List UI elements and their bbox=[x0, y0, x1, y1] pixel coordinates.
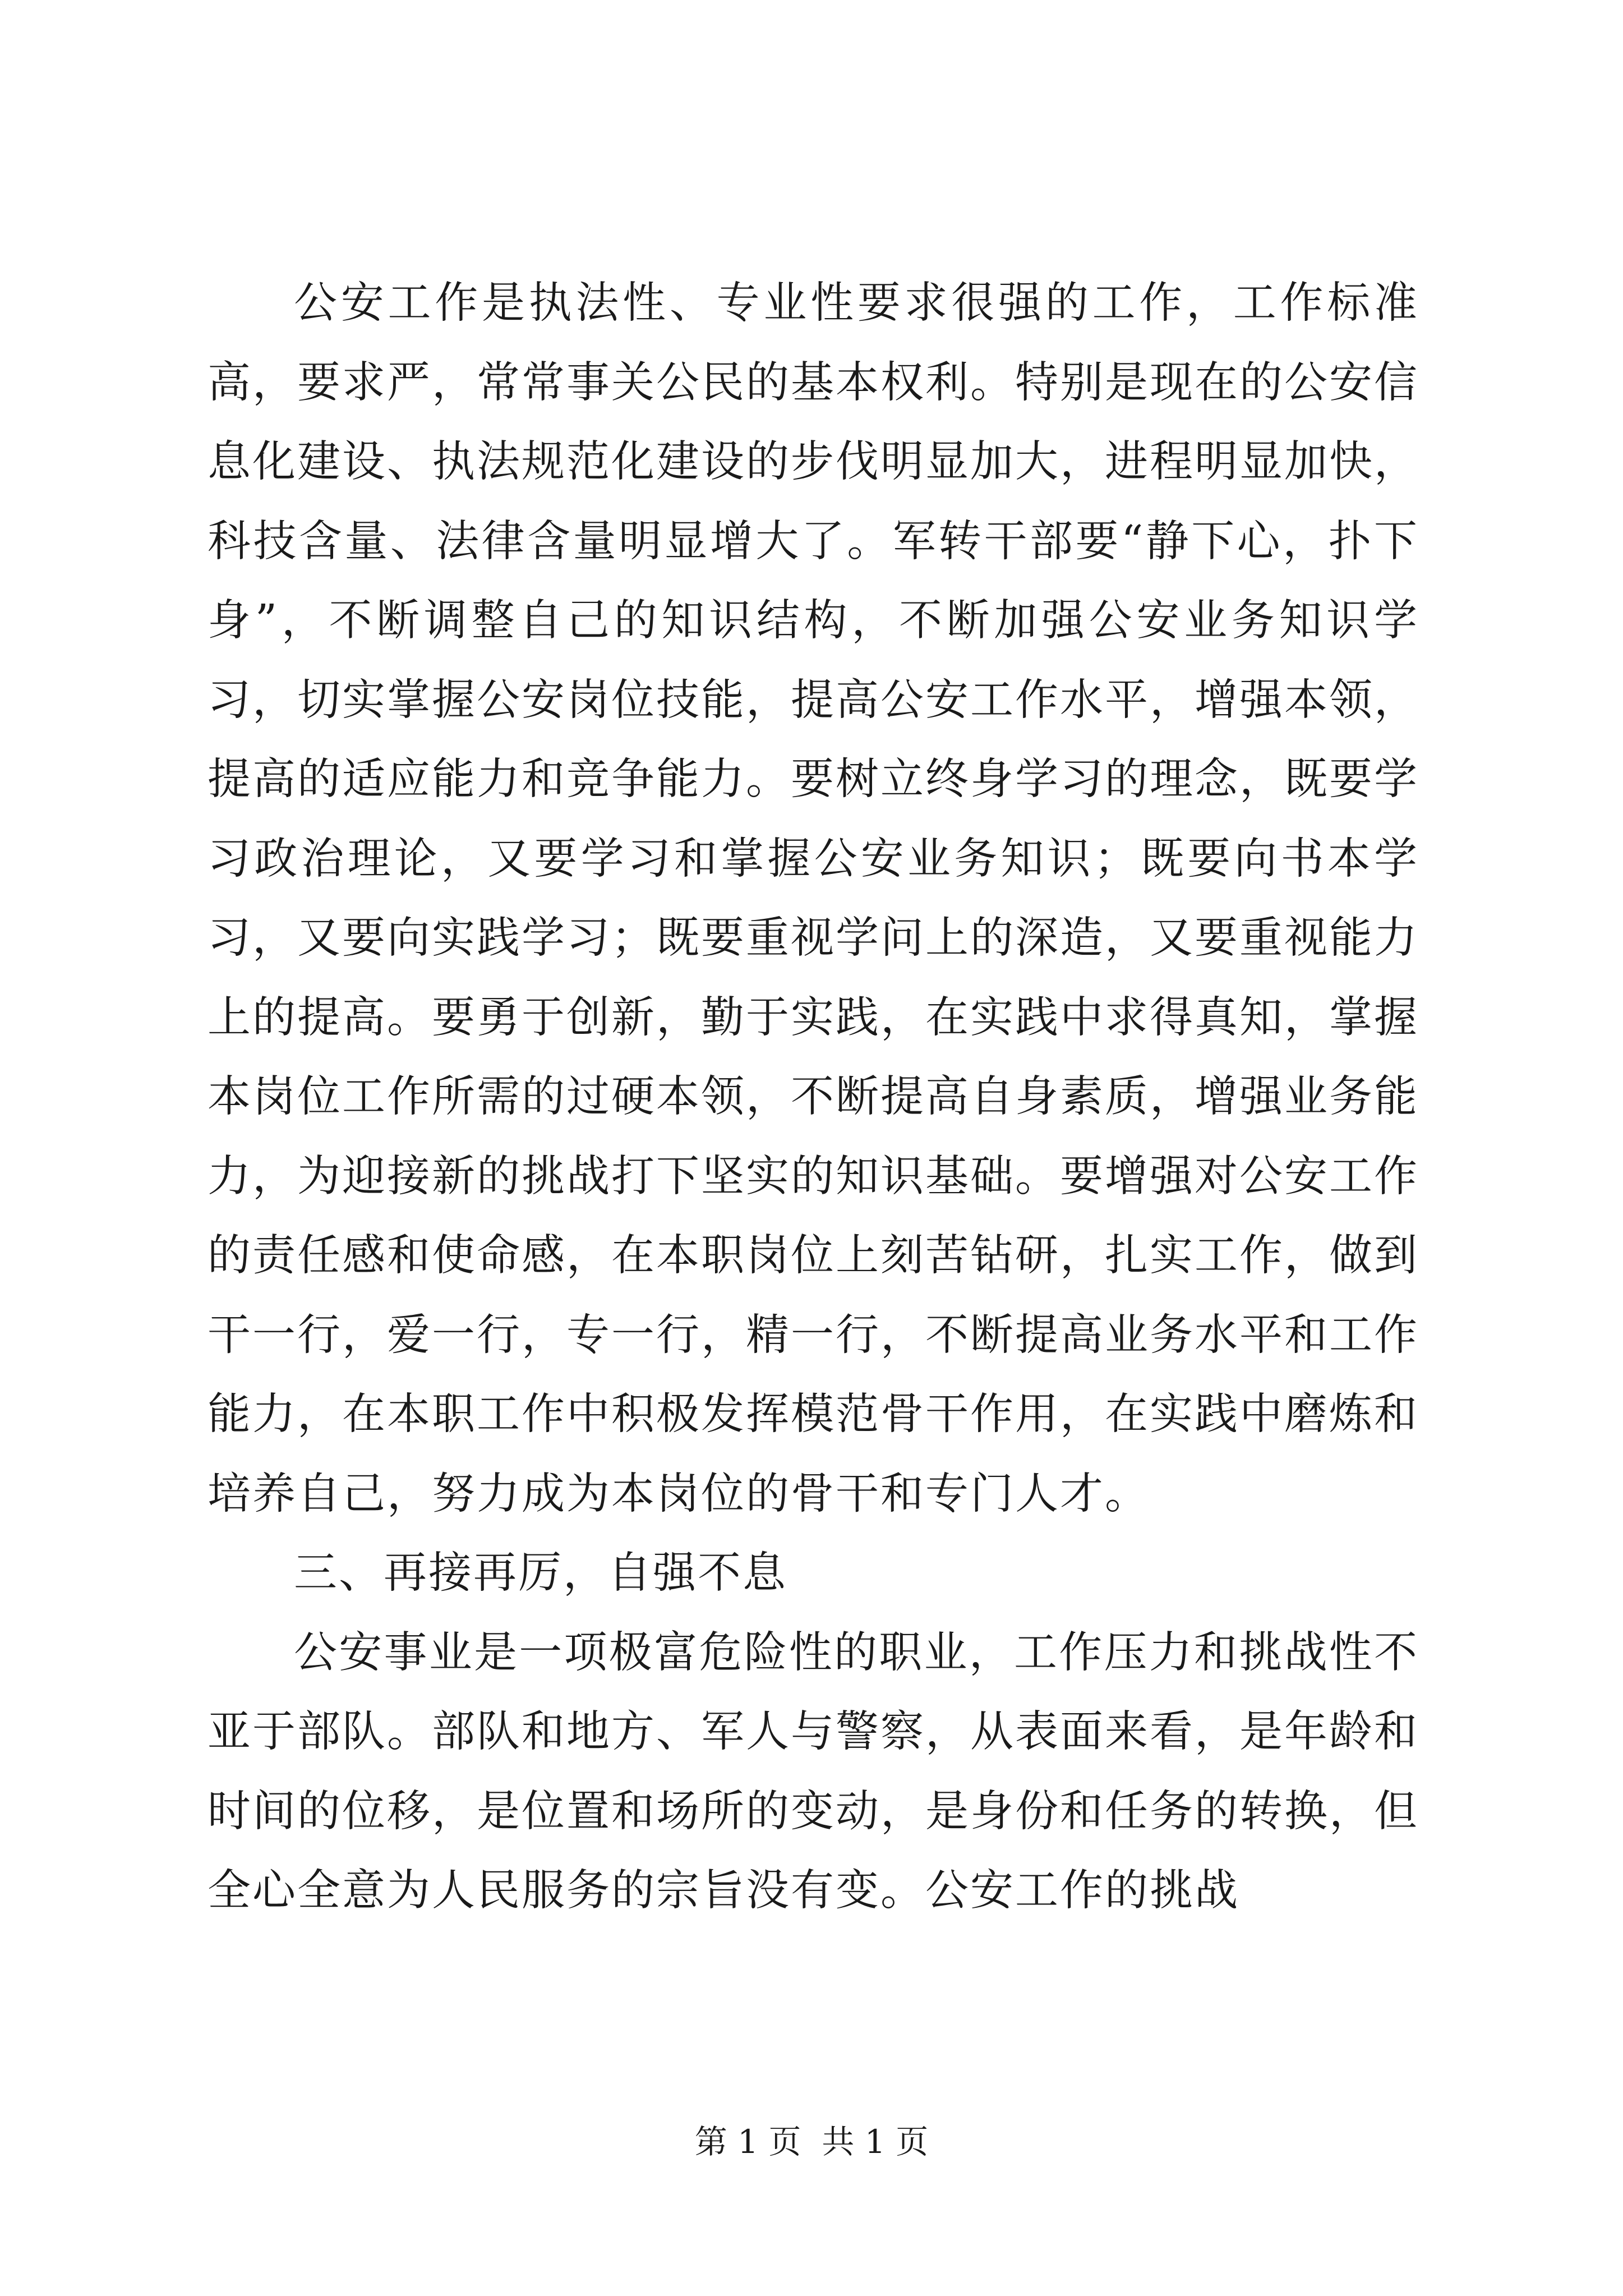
paragraph-body-1: 公安工作是执法性、专业性要求很强的工作，工作标准高，要求严，常常事关公民的基本权利。特别是现在的公安信息化建设、执法规范化建设的步伐明显加大，进程明显加快，科技含量、法律含量明显增大了。军转干部要“静下心，扑下身”，不断调整自己的知识结构，不断加强公安业务知识学习，切实掌握公安岗位技能，提高公安工作水平，增强本领，提高的适应能力和竞争能力。要树立终身学习的理念，既要学习政治理论，又要学习和掌握公安业务知识；既要向书本学习，又要向实践学习；既要重视学问上的深造，又要重视能力上的提高。要勇于创新，勤于实践，在实践中求得真知，掌握本岗位工作所需的过硬本领，不断提高自身素质，增强业务能力，为迎接新的挑战打下坚实的知识基础。要增强对公安工作的责任感和使命感，在本职岗位上刻苦钻研，扎实工作，做到干一行，爱一行，专一行，精一行，不断提高业务水平和工作能力，在本职工作中积极发挥模范骨干作用，在实践中磨炼和培养自己，努力成为本岗位的骨干和专门人才。 bbox=[208, 278, 1419, 1519]
page-footer bbox=[0, 2119, 1623, 2164]
paragraph-body-2: 公安事业是一项极富危险性的职业，工作压力和挑战性不亚于部队。部队和地方、军人与警察，从表面来看，是年龄和时间的位移，是位置和场所的变动，是身份和任务的转换，但全心全意为人民服务的宗旨没有变。公安工作的挑战 bbox=[208, 1627, 1419, 1916]
section-heading: 三、再接再厉，自强不息 bbox=[294, 1548, 787, 1598]
page-number: 第 1 页 共 1 页 bbox=[694, 2123, 929, 2161]
document-body bbox=[208, 264, 1419, 1931]
